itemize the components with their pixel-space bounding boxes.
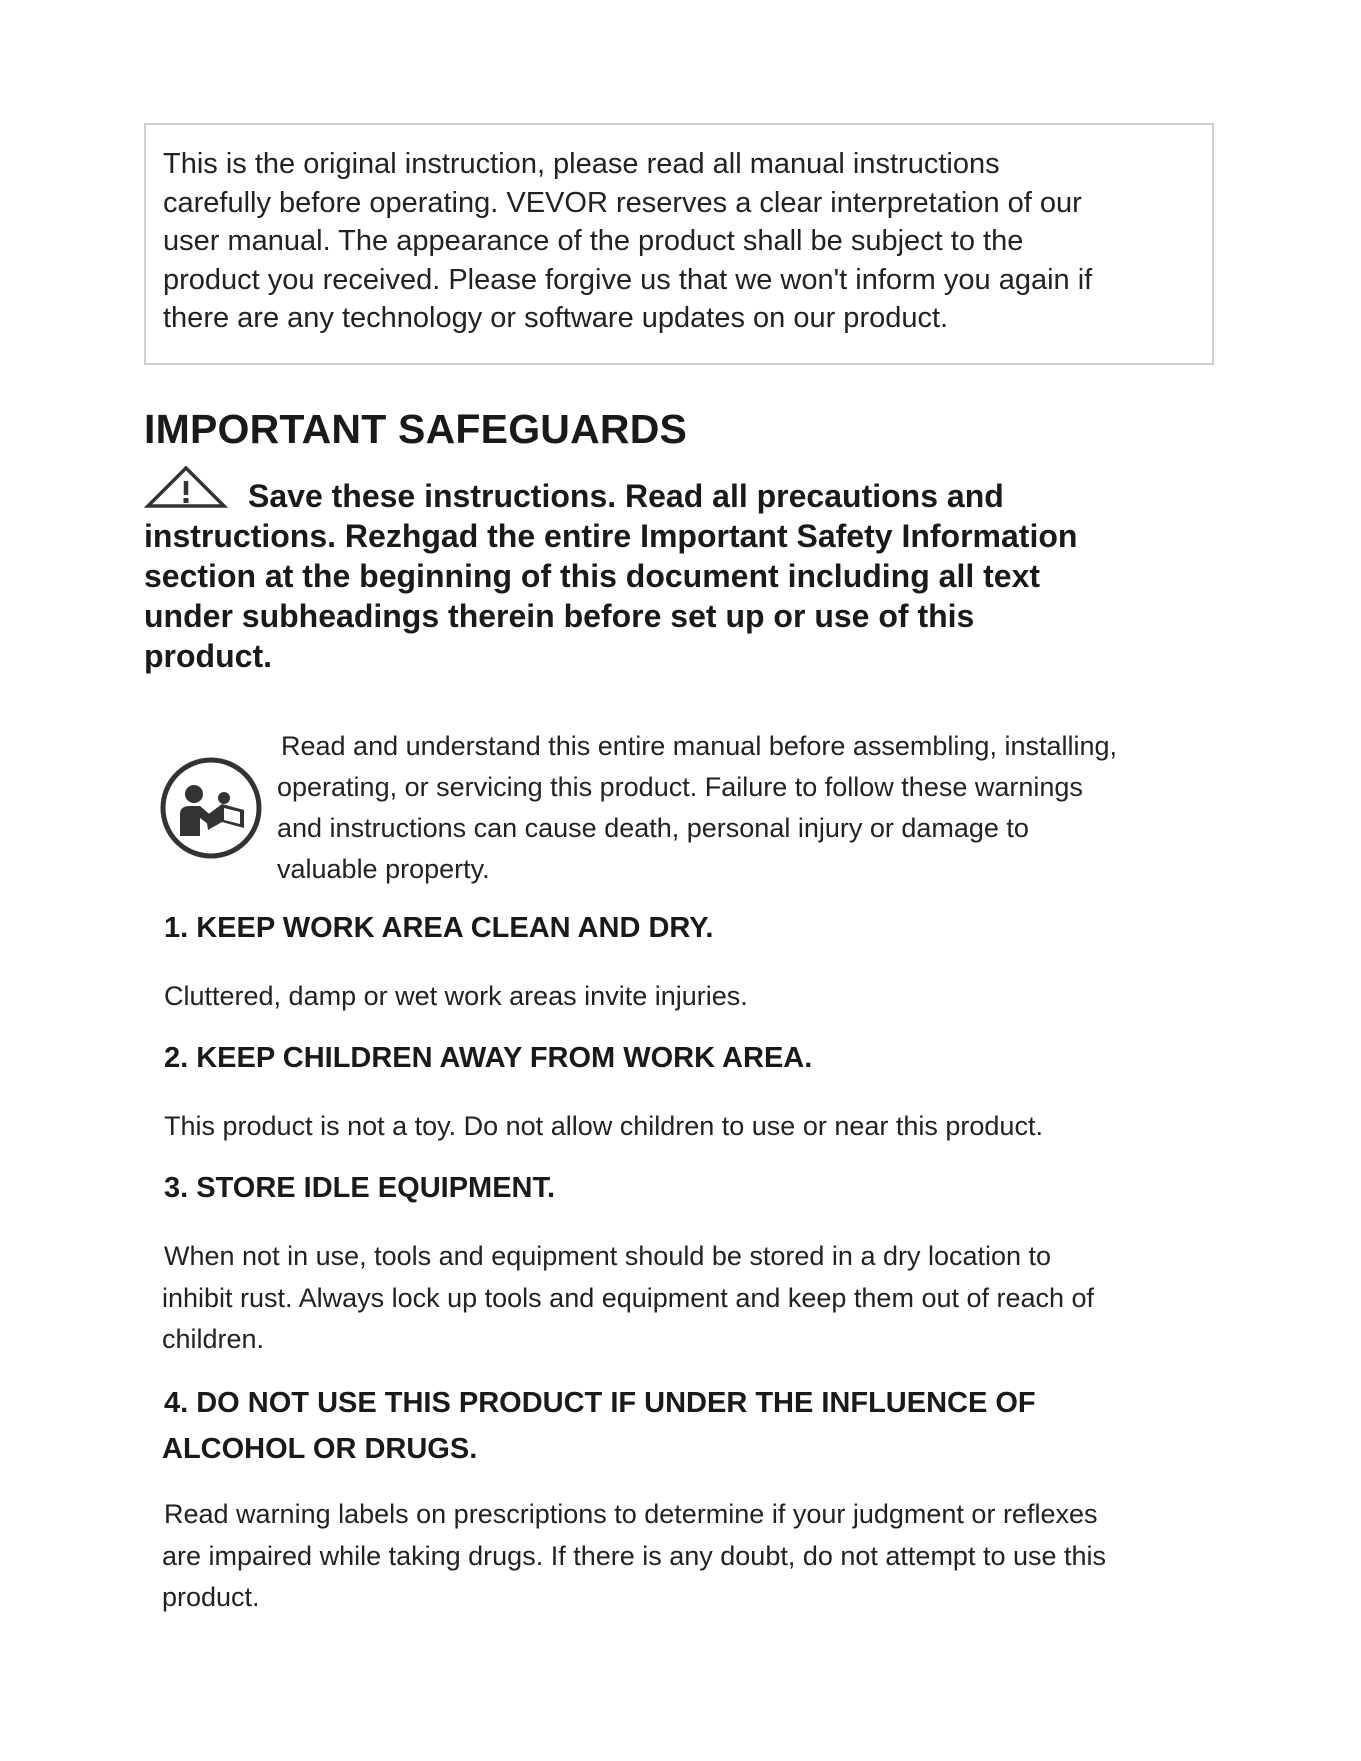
section-body-line: are impaired while taking drugs. If there is any doubt, do not attempt to use this — [162, 1540, 1107, 1571]
notice-line: there are any technology or software updates on our product. — [163, 302, 949, 334]
section-body-line: Read warning labels on prescriptions to determine if your judgment or reflexes — [164, 1499, 1098, 1529]
section-title-line: 4. DO NOT USE THIS PRODUCT IF UNDER THE INFLUENCE OF — [164, 1387, 1036, 1419]
notice-line: product you received. Please forgive us that we won't inform you again if — [163, 263, 1093, 296]
section-title: 2. KEEP CHILDREN AWAY FROM WORK AREA. — [164, 1042, 813, 1074]
save-line: under subheadings therein before set up or use of this — [144, 598, 975, 634]
page-title: IMPORTANT SAFEGUARDS — [144, 406, 688, 452]
section-body-line: inhibit rust. Always lock up tools and equipment and keep them out of reach of — [162, 1282, 1095, 1313]
section-body — [164, 976, 1214, 1018]
read-manual-text — [277, 726, 1217, 890]
save-line: product. — [144, 638, 272, 674]
section-body-line: children. — [162, 1324, 265, 1354]
section-body — [164, 1236, 1214, 1361]
section-body — [164, 1494, 1214, 1619]
notice-line: user manual. The appearance of the product shall be subject to the — [163, 225, 1024, 257]
section-body-line: When not in use, tools and equipment should be stored in a dry location to — [164, 1241, 1052, 1271]
save-instructions-notice — [144, 466, 1204, 676]
section-body-line: product. — [162, 1582, 260, 1612]
save-line: Save these instructions. Read all precautions and — [248, 478, 1004, 514]
save-line: section at the beginning of this document including all text — [144, 558, 1041, 594]
read-line: Read and understand this entire manual before assembling, installing, — [281, 731, 1118, 761]
section-title: 1. KEEP WORK AREA CLEAN AND DRY. — [164, 912, 714, 944]
section-body-line: This product is not a toy. Do not allow children to use or near this product. — [164, 1111, 1043, 1141]
section-title-line: ALCOHOL OR DRUGS. — [162, 1433, 478, 1465]
section-title — [164, 1380, 1204, 1472]
read-line: and instructions can cause death, personal injury or damage to — [277, 813, 1029, 843]
read-line: valuable property. — [277, 854, 490, 884]
save-line: instructions. Rezhgad the entire Important Safety Information — [144, 518, 1078, 554]
notice-line: This is the original instruction, please read all manual instructions — [163, 148, 1000, 180]
notice-line: carefully before operating. VEVOR reserves a clear interpretation of our — [163, 186, 1082, 219]
read-manual-notice — [150, 726, 1220, 886]
read-manual-icon — [156, 754, 266, 862]
read-line: operating, or servicing this product. Failure to follow these warnings — [277, 772, 1083, 802]
warning-triangle-icon — [144, 466, 228, 510]
original-instruction-notice — [144, 123, 1214, 365]
section-body-line: Cluttered, damp or wet work areas invite injuries. — [164, 981, 748, 1011]
section-body — [164, 1106, 1214, 1148]
section-title: 3. STORE IDLE EQUIPMENT. — [164, 1172, 556, 1204]
